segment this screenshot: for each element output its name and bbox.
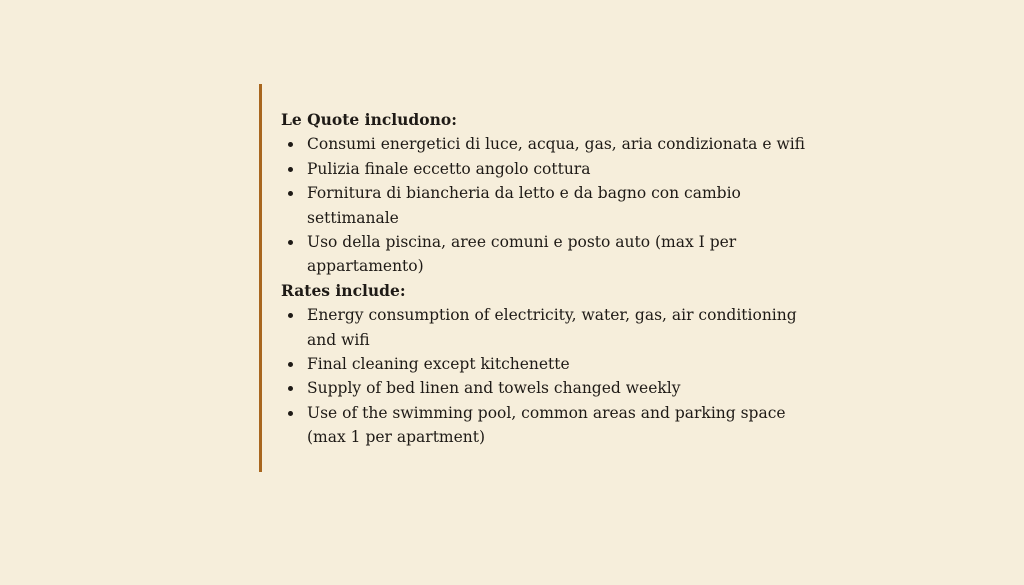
italian-heading: Le Quote includono: xyxy=(281,110,457,129)
bullet-icon xyxy=(288,313,293,318)
bullet-icon xyxy=(288,240,293,245)
italian-list xyxy=(281,132,859,278)
bullet-icon xyxy=(288,362,293,367)
bullet-icon xyxy=(288,142,293,147)
list-item-text: Uso della piscina, aree comuni e posto auto (max I per appartamento) xyxy=(307,233,737,276)
list-item-text: Supply of bed linen and towels changed weekly xyxy=(307,379,681,398)
list-item xyxy=(281,181,827,230)
list-item xyxy=(281,352,827,376)
bullet-icon xyxy=(288,191,293,196)
list-item-text: Energy consumption of electricity, water, gas, air conditioning and wifi xyxy=(307,306,797,349)
list-item-text: Fornitura di biancheria da letto e da bagno con cambio settimanale xyxy=(307,184,741,227)
bullet-icon xyxy=(288,411,293,416)
list-item xyxy=(281,401,827,450)
english-list xyxy=(281,303,859,449)
bullet-icon xyxy=(288,386,293,391)
english-heading: Rates include: xyxy=(281,280,406,300)
list-item xyxy=(281,132,827,156)
list-item-text: Final cleaning except kitchenette xyxy=(307,355,570,374)
list-item xyxy=(281,376,827,400)
list-item-text: Use of the swimming pool, common areas and parking space (max 1 per apartment) xyxy=(307,403,786,447)
list-item-text: Pulizia finale eccetto angolo cottura xyxy=(307,159,591,178)
list-item-text: Consumi energetici di luce, acqua, gas, aria condizionata e wifi xyxy=(307,135,806,154)
bullet-icon xyxy=(288,167,293,172)
rates-info-block xyxy=(259,84,859,472)
list-item xyxy=(281,303,827,352)
list-item xyxy=(281,230,827,279)
list-item xyxy=(281,157,827,181)
